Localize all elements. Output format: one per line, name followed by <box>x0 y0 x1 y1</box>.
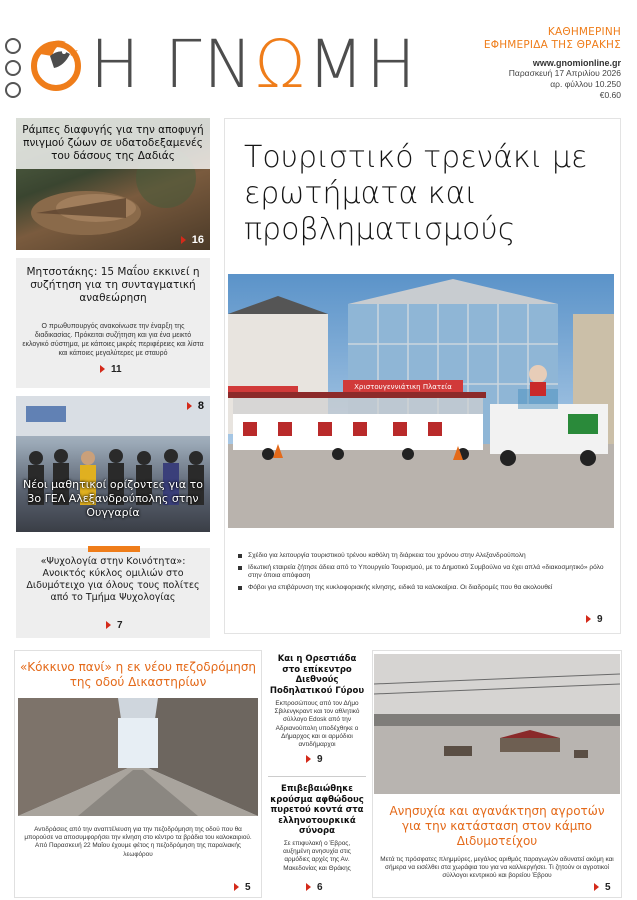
paper-kind-line1: ΚΑΘΗΜΕΡΙΝΗ <box>547 26 621 38</box>
street-illustration <box>18 698 258 816</box>
press-seal-icon <box>5 82 21 98</box>
story-psychology-title: «Ψυχολογία στην Κοινότητα»: Ανοικτός κύκλος ομιλιών στο Διδυμότειχο για όλους τους πολίτες από το Τμήμα Ψυχολογίας <box>26 556 200 603</box>
lead-train-photo[interactable] <box>228 274 614 528</box>
brand-omega: Ω <box>254 26 308 103</box>
lead-bullet: Ιδιωτική εταιρεία ζήτησε άδεια από το Υπουργείο Τουρισμού, με το Δημοτικό Συμβούλιο να έχει απλά «διακοσμητικό» ρόλο στην όποια απόφαση <box>238 564 610 581</box>
story-dadia-page <box>181 234 204 246</box>
story-dikastirion-photo[interactable] <box>18 698 258 816</box>
ena-logo-icon <box>5 38 21 54</box>
arrow-icon <box>181 236 186 244</box>
story-orestiada-page <box>306 754 323 765</box>
story-fmd-body: Σε επιφυλακή ο Έβρος, αυξημένη ανησυχία στις αρμόδιες αρχές της Αν. Μακεδονίας και Θράκης <box>283 840 351 872</box>
story-students-title: Νέοι μαθητικοί ορίζοντες για το 3ο ΓΕΛ Αλεξανδρούπολης στην Ουγγαρία <box>23 478 203 519</box>
brand-prefix: Η ΓΝ <box>90 26 255 103</box>
paper-price: €0.60 <box>599 90 621 100</box>
side-logos <box>4 38 22 108</box>
lead-bullet: Φόβοι για επιβάρυνση της κυκλοφοριακής κίνησης, ειδικά τα καλοκαίρια. Οι διαδρομές που θα ακολουθεί <box>238 584 610 593</box>
story-students-page <box>187 400 204 412</box>
story-fmd-title: Επιβεβαιώθηκε κρούσμα αφθώδους πυρετού κοντά στα ελληνοτουρκικά σύνορα <box>270 784 364 836</box>
brand-wordmark <box>90 26 418 103</box>
christmas-square-sign: Χριστουγεννιάτικη Πλατεία <box>354 383 452 391</box>
lead-title: Τουριστικό τρενάκι με ερωτήματα και προβληματισμούς <box>244 140 588 247</box>
story-dadia-title: Ράμπες διαφυγής για την αποφυγή πνιγμού ζώων σε υδατοδεξαμενές του δάσους της Δαδιάς <box>16 118 210 169</box>
brand-suffix: ΜΗ <box>307 26 418 103</box>
clock-seal-icon <box>5 60 21 76</box>
story-orestiada-body: Εκπροσώπους από τον Δήμο Σβιλενγκραντ και τον αθλητικό σύλλογο Edosk από την Αδριανούπολη υποδέχθηκε ο Δήμαρχος και οι αρμόδιοι αντιδήμαρχοι <box>274 700 360 749</box>
story-dadia-photo[interactable] <box>16 118 210 250</box>
lead-bullet: Σχέδιο για λειτουργία τουριστικού τρένου καθόλη τη διάρκεια του χρόνου στην Αλεξανδρούπολη <box>238 552 610 561</box>
arrow-icon <box>106 621 111 629</box>
story-students-page-number: 8 <box>197 400 204 412</box>
paper-site[interactable]: www.gnomionline.gr <box>532 58 621 68</box>
story-dikastirion-page-number: 5 <box>245 882 251 893</box>
story-mitsotakis-page <box>100 364 122 375</box>
story-mitsotakis-title: Μητσοτάκης: 15 Μαΐου εκκινεί η συζήτηση για τη συνταγματική αναθεώρηση <box>26 266 200 304</box>
arrow-icon <box>306 883 311 891</box>
arrow-icon <box>594 883 599 891</box>
story-farmers-photo[interactable] <box>374 654 620 794</box>
story-mitsotakis-body: Ο πρωθυπουργός ανακοίνωσε την έναρξη της διαδικασίας. Πρόκειται συζήτηση και για ένα μεικτό εκλογικό σύστημα, με κάποιες μικρές περιφέρειες και λίστα και κάποιες μεγαλύτερες με σταυρό <box>22 323 204 357</box>
story-dikastirion-body: Αντιδράσεις από την αναπτέλευση για την πεζοδρόμηση της οδού που θα μπορούσε να αποσυμφορήσει την κίνηση στο κέντρο τα βράδια του καλοκαιριού. Από Παρασκευή 22 Μαΐου έχουμε φέτος η πεζοδρόμηση της παραλιακής λεωφόρου <box>24 826 252 858</box>
paper-issue: αρ. φύλλου 10.250 <box>550 79 621 89</box>
story-orestiada-page-number: 9 <box>317 754 323 765</box>
story-fmd-page-number: 6 <box>317 882 323 893</box>
story-dikastirion-title: «Κόκκινο πανί» η εκ νέου πεζοδρόμηση της οδού Δικαστηρίων <box>19 660 257 689</box>
bird-logo-icon <box>26 26 86 96</box>
story-farmers-body: Μετά τις πρόσφατες πλημμύρες, μεγάλος αριθμός παραγωγών αδυνατεί ακόμη και σήμερα να εισέλθει στα χωράφια του για να καλλιεργήσει. Τι ζητούν οι αγροτικοί σύλλογοι κεντρικού και βορείου Έβρου <box>380 856 614 880</box>
flooded-field-illustration <box>374 654 620 794</box>
story-orestiada-title: Και η Ορεστιάδα στο επίκεντρο Διεθνούς Ποδηλατικού Γύρου <box>269 654 365 696</box>
story-dikastirion-page <box>234 882 251 893</box>
paper-date: Παρασκευή 17 Απριλίου 2026 <box>508 68 621 78</box>
paper-kind-line2: ΕΦΗΜΕΡΙΔΑ ΤΗΣ ΘΡΑΚΗΣ <box>483 39 621 51</box>
story-farmers-page-number: 5 <box>605 882 611 893</box>
column-divider <box>268 776 366 777</box>
story-students-photo[interactable] <box>16 396 210 532</box>
arrow-icon <box>586 615 591 623</box>
lead-bullets <box>238 552 610 595</box>
paper-info <box>484 26 621 101</box>
story-psychology-page <box>106 620 123 631</box>
masthead <box>0 0 637 110</box>
lead-page <box>586 614 603 625</box>
lead-page-number: 9 <box>597 614 603 625</box>
story-farmers-title: Ανησυχία και αγανάκτηση αγροτών για την κατάσταση στον κάμπο Διδυμοτείχου <box>389 804 605 848</box>
story-farmers-page <box>594 882 611 893</box>
arrow-icon <box>306 755 311 763</box>
story-dadia-page-number: 16 <box>191 234 204 246</box>
story-fmd-page <box>306 882 323 893</box>
story-mitsotakis-page-number: 11 <box>111 364 122 375</box>
train-scene-illustration <box>228 274 614 528</box>
orange-tab-decoration <box>88 546 140 552</box>
arrow-icon <box>234 883 239 891</box>
story-psychology-page-number: 7 <box>117 620 123 631</box>
arrow-icon <box>100 365 105 373</box>
arrow-icon <box>187 402 192 410</box>
